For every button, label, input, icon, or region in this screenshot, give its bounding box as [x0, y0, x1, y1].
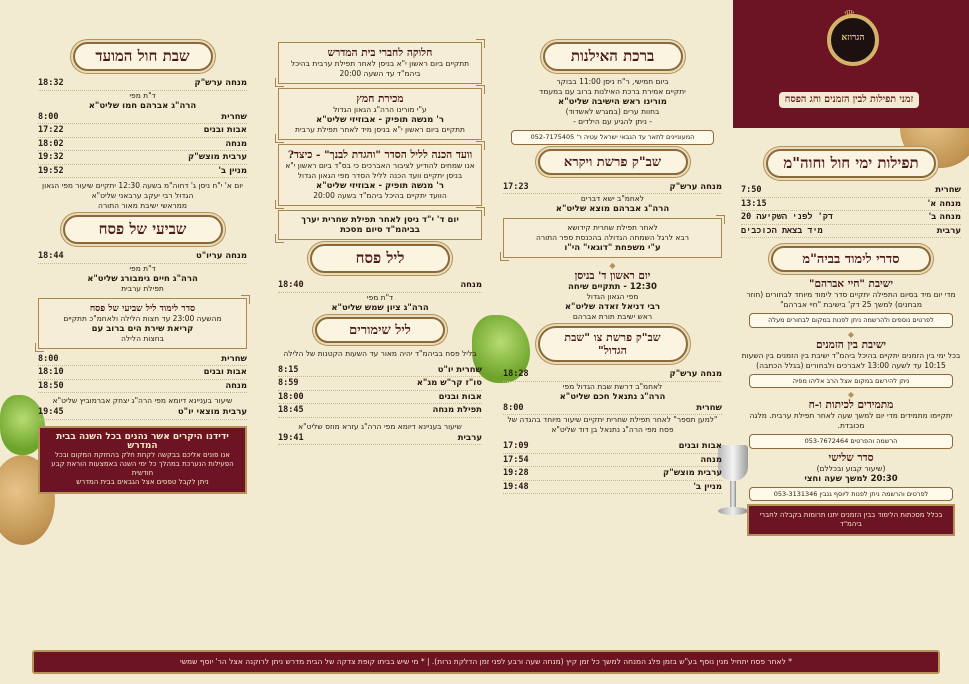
chol-row1: מנחה ערש"ק 18:32	[38, 77, 247, 91]
diamond-divider: ◆	[847, 390, 855, 399]
third-line: 20:30 למשך שעה וחצי	[804, 473, 898, 484]
time-row-time: 8:00	[38, 111, 59, 122]
shimurim-text: בליל פסח בביהמ"ד יהיה מאור עד השעות הקטנות של הלילה	[283, 348, 477, 358]
tzav-text2: "למען תספר" לאחר תפילת שחרית יתקיים שיעור מיוחד בהגדה של פסח מפי הרה"ג נתנאל בן דוד שליט"א	[507, 415, 718, 434]
sunday-sub: ראש ישיבת תורת אברהם	[572, 312, 653, 321]
time-row-time: 19:52	[38, 165, 64, 176]
chol-text: יום א' י"ח ניסן ג' דחוה"מ בשעה 12:30 יתקיים שיעור מפי הגאון הגדול רבי יעקב ערבאני שליט"א	[42, 181, 243, 200]
birkat-place: בחוות ערים (במגרש לאשדוד)	[565, 107, 660, 116]
time-row-label: תפילת מנחה	[432, 405, 482, 415]
time-row	[38, 151, 247, 165]
column-pesach-prep	[270, 30, 490, 640]
dedication-box: בכלל מסכתות הלימוד בבין הזמנים יתנו תרומות בקבלה לחברי ביהמ"ד	[747, 504, 955, 536]
section-title-weekday: תפילות ימי חול וחוה"מ	[766, 149, 936, 178]
section-title-shvii: שביעי של פסח	[63, 215, 223, 244]
time-row	[38, 366, 247, 380]
time-row	[38, 380, 247, 394]
yeshiva2-box: ניתן להירשם במקום אצל הרב אליהו מפיה	[749, 374, 953, 389]
diamond-divider: ◆	[609, 261, 616, 270]
time-row	[38, 111, 247, 125]
column-weekday	[733, 145, 969, 684]
column-chol-hamoed	[30, 30, 255, 640]
section-title-tzav: שב"ק פרשת צו "שבת הגדול"	[538, 326, 688, 362]
time-row-label: מניין ב'	[693, 481, 722, 492]
yeshiva1-text: מדי יום מיד בסיום התפילה יתקיים סדר לימוד מיוחד לבחורים (חוזר מבחנים) למשך 25 דק' בישיבת "חיי אברהם"	[746, 290, 956, 309]
section-title-vayikra: שב"ק פרשת ויקרא	[538, 149, 688, 175]
birkat-text1: ביום חמישי, ר"ח ניסן 11:00 בבוקר	[556, 77, 669, 86]
leil-rabbi: הרה"ג ציון שמש שליט"א	[331, 302, 429, 313]
time-row	[278, 391, 482, 405]
footer-banner: * לאחר פסח יתחיל מנין נוסף בע"ש בזמן פלג המנחה למשך כל זמן קיץ (מנחה שעה ורבע לפני זמן הדלקת נרות). | * מי שיש בביתו קופת צדקה של הבית מדרש ניתן לרוקנה אצל הר' יוסף שמשי	[32, 650, 940, 674]
time-row	[741, 211, 961, 225]
time-row	[38, 138, 247, 152]
shimurim-times	[278, 364, 482, 418]
birkat-text2: יתקיים אמירת ברכת האילנות ברוב עם במעמד	[539, 87, 686, 96]
time-row-label: מנחה	[225, 380, 247, 391]
shimurim-arvit: ערבית 19:41	[278, 432, 482, 446]
chol-rabbi: הרה"ג אברהם חמו שליט"א	[88, 100, 197, 111]
chaluka-box: חלוקה לחברי בית המדרש תתקיים ביום ראשון י"א בניסן לאחר תפילת ערבית בהיכל ביהמ"ד עד השעה 20:00	[278, 42, 482, 84]
mitmidim-text: יתקיימו מתמידים מדי יום למשך שעה לאחר תפילת ערבית. מלגה מכובדת.	[749, 411, 953, 430]
time-row	[38, 165, 247, 179]
column-shabbat-vayikra	[495, 30, 730, 640]
shvii-shiur: שיעור בעניינא דיומא מפי הרה"ג יצחק אברמוביץ שליט"א	[52, 396, 233, 405]
time-row	[741, 184, 961, 198]
yeshiva2-title: ישיבת בין הזמנים	[815, 338, 887, 351]
vayikra-box: לאחר תפילת שחרית קידושא רבא לרגל השמחה הגדולה בהכנסת ספר התורה ע"י משפחת "דוגאי" הי"ו	[503, 218, 722, 258]
mitmidim-box: הרשמה והפרטים 053-7672464	[749, 434, 953, 449]
time-row-time: מיד בצאת הכוכבים	[741, 225, 823, 236]
time-row-label: ערבית מוצש"ק	[663, 468, 722, 478]
time-row-time: 19:48	[503, 481, 529, 492]
time-row	[278, 377, 482, 391]
time-row-label: מנחה	[225, 138, 247, 149]
time-row	[38, 124, 247, 138]
vayikra-after: לאחמ"ב ישא דברים	[580, 194, 645, 203]
tzav-after: לאחמ"ב דרשת שבת הגדול מפי	[562, 381, 663, 391]
time-row-time: 18:00	[278, 391, 304, 402]
time-row-label: אבות ובנים	[438, 391, 482, 402]
third-title: סדר שלישי	[828, 451, 874, 464]
time-row-time: 19:32	[38, 152, 64, 162]
header-title: זמני תפילות לבין הזמנים וחג הפסח	[779, 92, 919, 108]
sunday-time: 12:30 - תתקיים שיחה	[568, 282, 657, 292]
mechirat-box: מכירת חמץ ע"י מורינו הרה"ג הגאון הגדול ר' מנשה תופיק - אבוזיזי שליט"א תתקיים ביום ראשון י"א בניסן מיד לאחר תפילת ערבית	[278, 88, 482, 140]
shvii-arvit2: ערבית מוצאי יו"ט 19:45	[38, 406, 247, 420]
yeshiva2-text: בכל ימי בין הזמנים יתקיים בהיכל ביהמ"ד ישיבת בין הזמנים בין השעות 10:15 עד לשעה 13:00 לאברכים ולבחורים (בגלל הכתבה)	[741, 350, 961, 370]
time-row-time: 7:50	[741, 185, 762, 195]
header-band	[733, 0, 969, 128]
time-row-time: 20 דק' לפני השקיעה	[741, 212, 833, 222]
chol-after: ד"ת מפי	[129, 90, 156, 100]
tzav-row: מנחה ערש"ק 18:28	[503, 368, 722, 382]
siyum-box: יום ד' י"ד ניסן לאחר תפילת שחרית יערך בביהמ"ד סיום מסכת	[278, 210, 482, 240]
shvii-arvit: תפילת ערבית	[121, 283, 164, 293]
time-row-time: 17:54	[503, 454, 529, 465]
time-row-time: 17:22	[38, 125, 64, 135]
time-row-time: 8:15	[278, 364, 299, 375]
time-row-label: שחרית	[221, 111, 247, 122]
time-row-time: 18:10	[38, 367, 64, 377]
seder-box: סדר לימוד ליל שביעי של פסח מהשעה 23:00 עד חצות הלילה ולאחמ"כ תתקיים קריאת שירת הים ברוב עם בחצות הלילה	[38, 298, 247, 349]
shimurim-shiur: שיעור בעניינא דיומא מפי הרה"ג עזרא מוזס שליט"א	[298, 421, 462, 431]
chol-sub: ממראשי ישיבת מאור התורה	[98, 201, 187, 210]
time-row-label: אבות ובנים	[203, 367, 247, 377]
time-row-label: ערבית	[936, 225, 961, 236]
section-title-leil: ליל פסח	[310, 244, 450, 273]
third-box: לפרטים והרשמה ניתן לפנות ליוסף גנבין 053-3131346	[749, 487, 953, 502]
time-row-time: 18:45	[278, 405, 304, 415]
tzav-row2: שחרית 8:00	[503, 402, 722, 416]
time-row-time: 18:02	[38, 138, 64, 149]
time-row-time: 8:59	[278, 378, 299, 388]
vayikra-rabbi: הרה"ג אברהם מוצא שליט"א	[555, 204, 670, 214]
time-row-label: מנחה א'	[927, 198, 961, 209]
time-row	[741, 198, 961, 212]
time-row	[741, 225, 961, 239]
time-row	[278, 364, 482, 378]
tzav-rabbi: הרה"ג נתנאל חכם שליט"א	[559, 391, 666, 402]
yeshiva1-title: ישיבת "חיי אברהם"	[809, 278, 893, 290]
time-row	[278, 404, 482, 418]
shvii-rabbi: הרה"ג חיים גימבורג שליט"א	[87, 273, 198, 284]
time-row-time: 13:15	[741, 198, 767, 209]
section-title-study: סדרי לימוד בביה"מ	[771, 246, 931, 272]
time-row-label: שחרית	[935, 185, 961, 195]
shvii-after: ד"ת מפי	[129, 263, 156, 273]
time-row-label: שחרית יו"ט	[437, 364, 482, 375]
time-row-label: מניין ב'	[218, 165, 247, 176]
time-row	[503, 481, 722, 495]
vayikra-row: מנחה ערש"ק 17:23	[503, 181, 722, 195]
time-row-label: אבות ובנים	[203, 125, 247, 135]
vaad-box: וועד הכנה לליל הסדר "והגדת לבנך" - כיצד? אנו שמחים להודיע לציבור האברכים כי בס"ד ביום ראשון י"א בניסן יתקיים וועד הכנה לליל הסדר מפי הגאון הגדול ר' מנשה תופיק - אבוזיזי שליט"א הוועד יתקיים בהיכל ביהמ"ד בשעה 20:00	[278, 144, 482, 206]
time-row-time: 17:09	[503, 441, 529, 451]
birkat-rabbi: מורינו ראש הישיבה שליט"א	[558, 97, 667, 107]
sunday-title: יום ראשון ד' בניסן	[574, 270, 651, 282]
time-row-label: שחרית	[221, 353, 247, 364]
birkat-box: המעוניינים לתאר עד הגבאי ישראל עטיה ר' 052-7175405	[511, 130, 714, 145]
section-title-chol: שבת חול המועד	[73, 42, 213, 71]
time-row	[38, 353, 247, 367]
birkat-note: - ניתן להגיע עם הילדים -	[573, 117, 652, 126]
time-row-time: 18:50	[38, 380, 64, 391]
logo: הגרוזא	[799, 8, 899, 88]
sunday-rabbi: רבי דניאל זאדה שליט"א	[564, 302, 661, 312]
weekday-times	[741, 184, 961, 238]
section-title-shimurim: ליל שימורים	[315, 317, 445, 343]
third-text: (שיעור קבוע ובכללם)	[816, 463, 886, 473]
shvii-row: מנחה עריו"ט 18:44	[38, 250, 247, 264]
diamond-divider: ◆	[847, 329, 855, 339]
time-row-label: אבות ובנים	[678, 441, 722, 451]
sunday-from: מפי הגאון הגדול	[586, 292, 639, 301]
mitmidim-title: מתמידים לכיתות ו-ח	[808, 399, 894, 411]
shvii-times	[38, 353, 247, 394]
time-row-time: 19:28	[503, 468, 529, 478]
time-row	[503, 440, 722, 454]
time-row-label: ערבית מוצש"ק	[188, 152, 247, 162]
leil-after: ד"ת מפי	[366, 292, 394, 302]
chol-times	[38, 111, 247, 179]
time-row	[503, 454, 722, 468]
time-row-label: מנחה ב'	[928, 212, 961, 222]
yeshiva1-box: לפרטים נוספים ולהרשמה ניתן לפנות במקום לבחורים מעלה	[749, 313, 953, 328]
tzav-times	[503, 440, 722, 494]
time-row-time: 8:00	[38, 353, 59, 364]
time-row	[503, 467, 722, 481]
time-row-label: סו"ז קר"ש מג"א	[416, 378, 482, 388]
leil-row: מנחה 18:40	[278, 279, 482, 293]
time-row-label: מנחה	[700, 454, 722, 465]
section-title-birkat: ברכת האילנות	[543, 42, 683, 71]
donation-box: ידידנו היקרים אשר נהנים בכל השנה בבית המדרש אנו פונים אליכם בבקשה לקחת חלק בהחזקת המקום ובכל הפעילות הנערכת במהלך כל ימי השנה באמצעות הוראת קבע חודשית ניתן לקבל טפסים אצל הגבאים בבית המדרש	[38, 426, 247, 494]
